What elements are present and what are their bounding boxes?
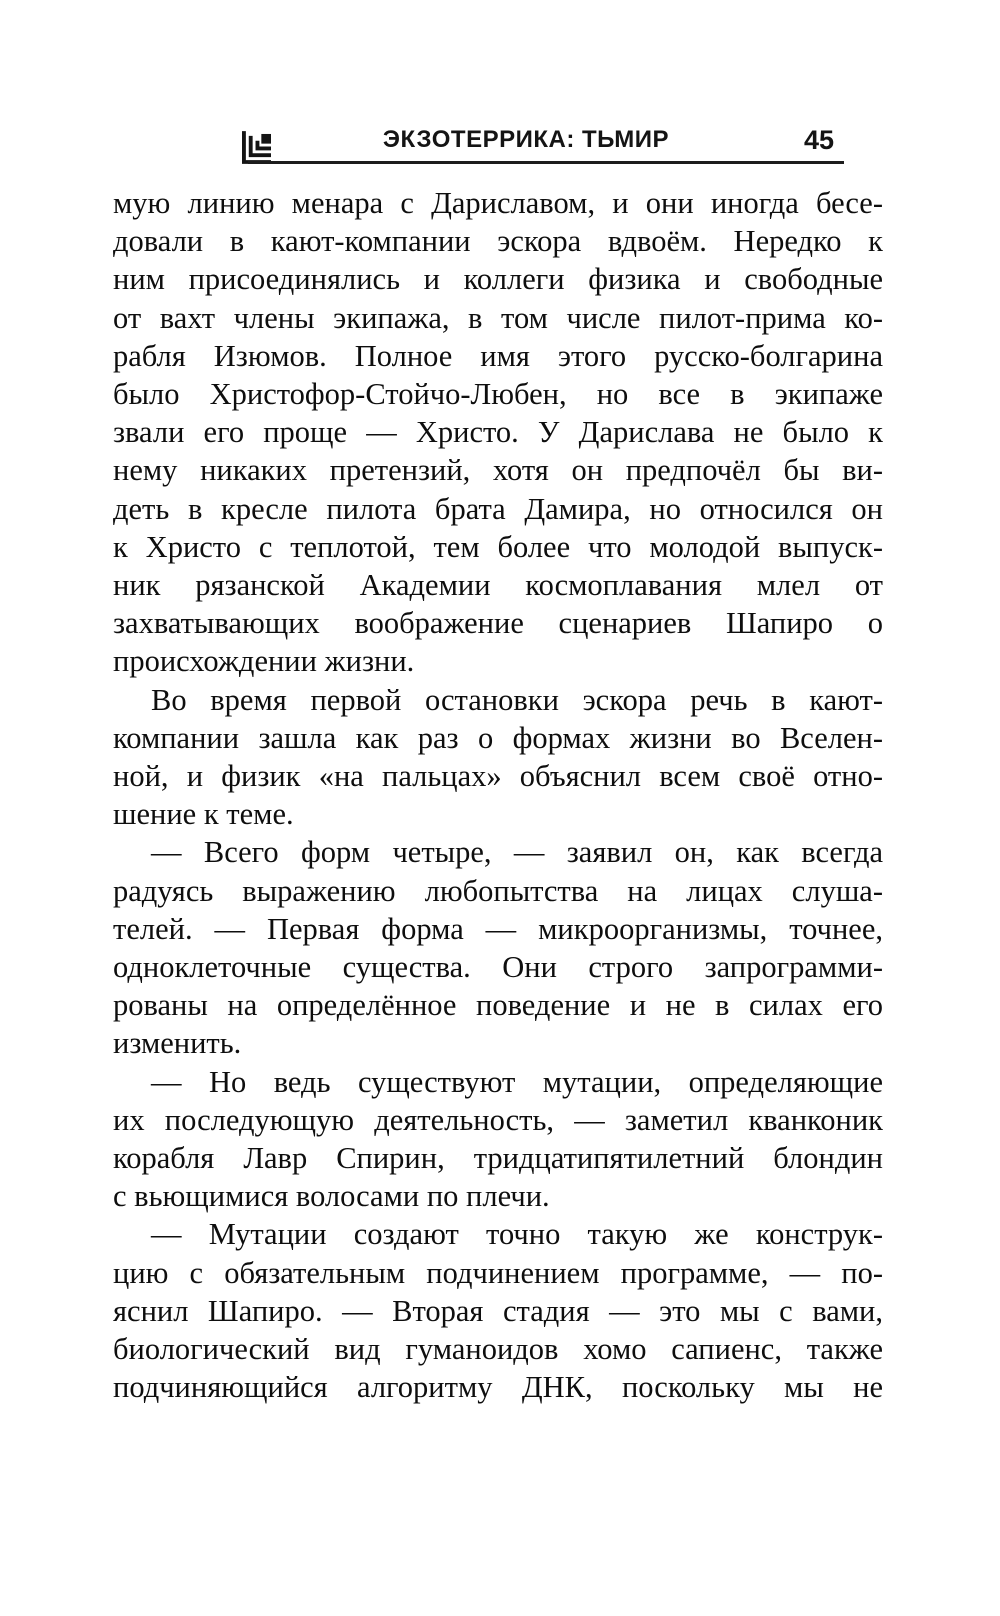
text-line: корабля Лавр Спирин, тридцатипятилетний блондин [113, 1141, 883, 1176]
text-line: рабля Изюмов. Полное имя этого русско-болгарина [113, 338, 883, 373]
text-line: звали его проще — Христо. У Дарислава не было к [113, 415, 883, 450]
text-line: — Но ведь существуют мутации, определяющие [151, 1064, 883, 1099]
text-line: к Христо с теплотой, тем более что молодой выпуск- [113, 529, 883, 564]
running-head-title-text: ЭКЗОТЕРРИКА: ТЬМИР [382, 126, 670, 153]
text-line: довали в кают-компании эскора вдвоём. Нередко к [113, 224, 883, 259]
text-line: их последующую деятельность, — заметил кванконик [113, 1102, 883, 1137]
text-line: цию с обязательным подчинением программе, — по- [113, 1255, 883, 1290]
text-line: происхождении жизни. [113, 644, 415, 679]
text-line: ним присоединялись и коллеги физика и свободные [113, 262, 883, 297]
text-line: радуясь выражению любопытства на лицах слуша- [113, 873, 883, 908]
text-line: яснил Шапиро. — Вторая стадия — это мы с вами, [113, 1293, 883, 1328]
paragraph [113, 1063, 883, 1216]
text-line: рованы на определённое поведение и не в силах его [113, 988, 883, 1023]
text-line: деть в кресле пилота брата Дамира, но относился он [113, 491, 883, 526]
text-line: биологический вид гуманоидов хомо сапиенс, также [113, 1332, 883, 1367]
paragraph [113, 1215, 883, 1406]
text-line: Во время первой остановки эскора речь в кают- [151, 682, 883, 717]
text-line: захватывающих воображение сценариев Шапиро о [113, 606, 883, 641]
running-head-title [228, 126, 824, 154]
text-line: — Всего форм четыре, — заявил он, как всегда [151, 835, 883, 870]
text-line: нему никаких претензий, хотя он предпочёл бы ви- [113, 453, 883, 488]
text-line: от вахт члены экипажа, в том числе пилот-прима ко- [113, 300, 883, 335]
text-line: телей. — Первая форма — микроорганизмы, точнее, [113, 911, 883, 946]
text-line: — Мутации создают точно такую же конструк- [151, 1217, 883, 1252]
text-block [113, 184, 883, 1407]
text-line: компании зашла как раз о формах жизни во Вселен- [113, 720, 883, 755]
paragraph [113, 681, 883, 834]
header-rule [248, 161, 844, 164]
page-number: 45 [803, 125, 834, 155]
text-line: шение к теме. [113, 797, 294, 832]
paragraph [113, 184, 883, 681]
text-line: одноклеточные существа. Они строго запрограмми- [113, 950, 883, 985]
text-line: подчиняющийся алгоритму ДНК, поскольку мы не [113, 1370, 883, 1405]
text-line: ной, и физик «на пальцах» объяснил всем своё отно- [113, 759, 883, 794]
text-line: изменить. [113, 1026, 242, 1061]
text-line: мую линию менара с Дариславом, и они иногда бесе- [113, 186, 883, 220]
text-line: было Христофор-Стойчо-Любен, но все в экипаже [113, 377, 883, 412]
text-line: с вьющимися волосами по плечи. [113, 1179, 550, 1214]
text-line: ник рязанской Академии космоплавания млел от [113, 568, 883, 603]
paragraph [113, 833, 883, 1062]
